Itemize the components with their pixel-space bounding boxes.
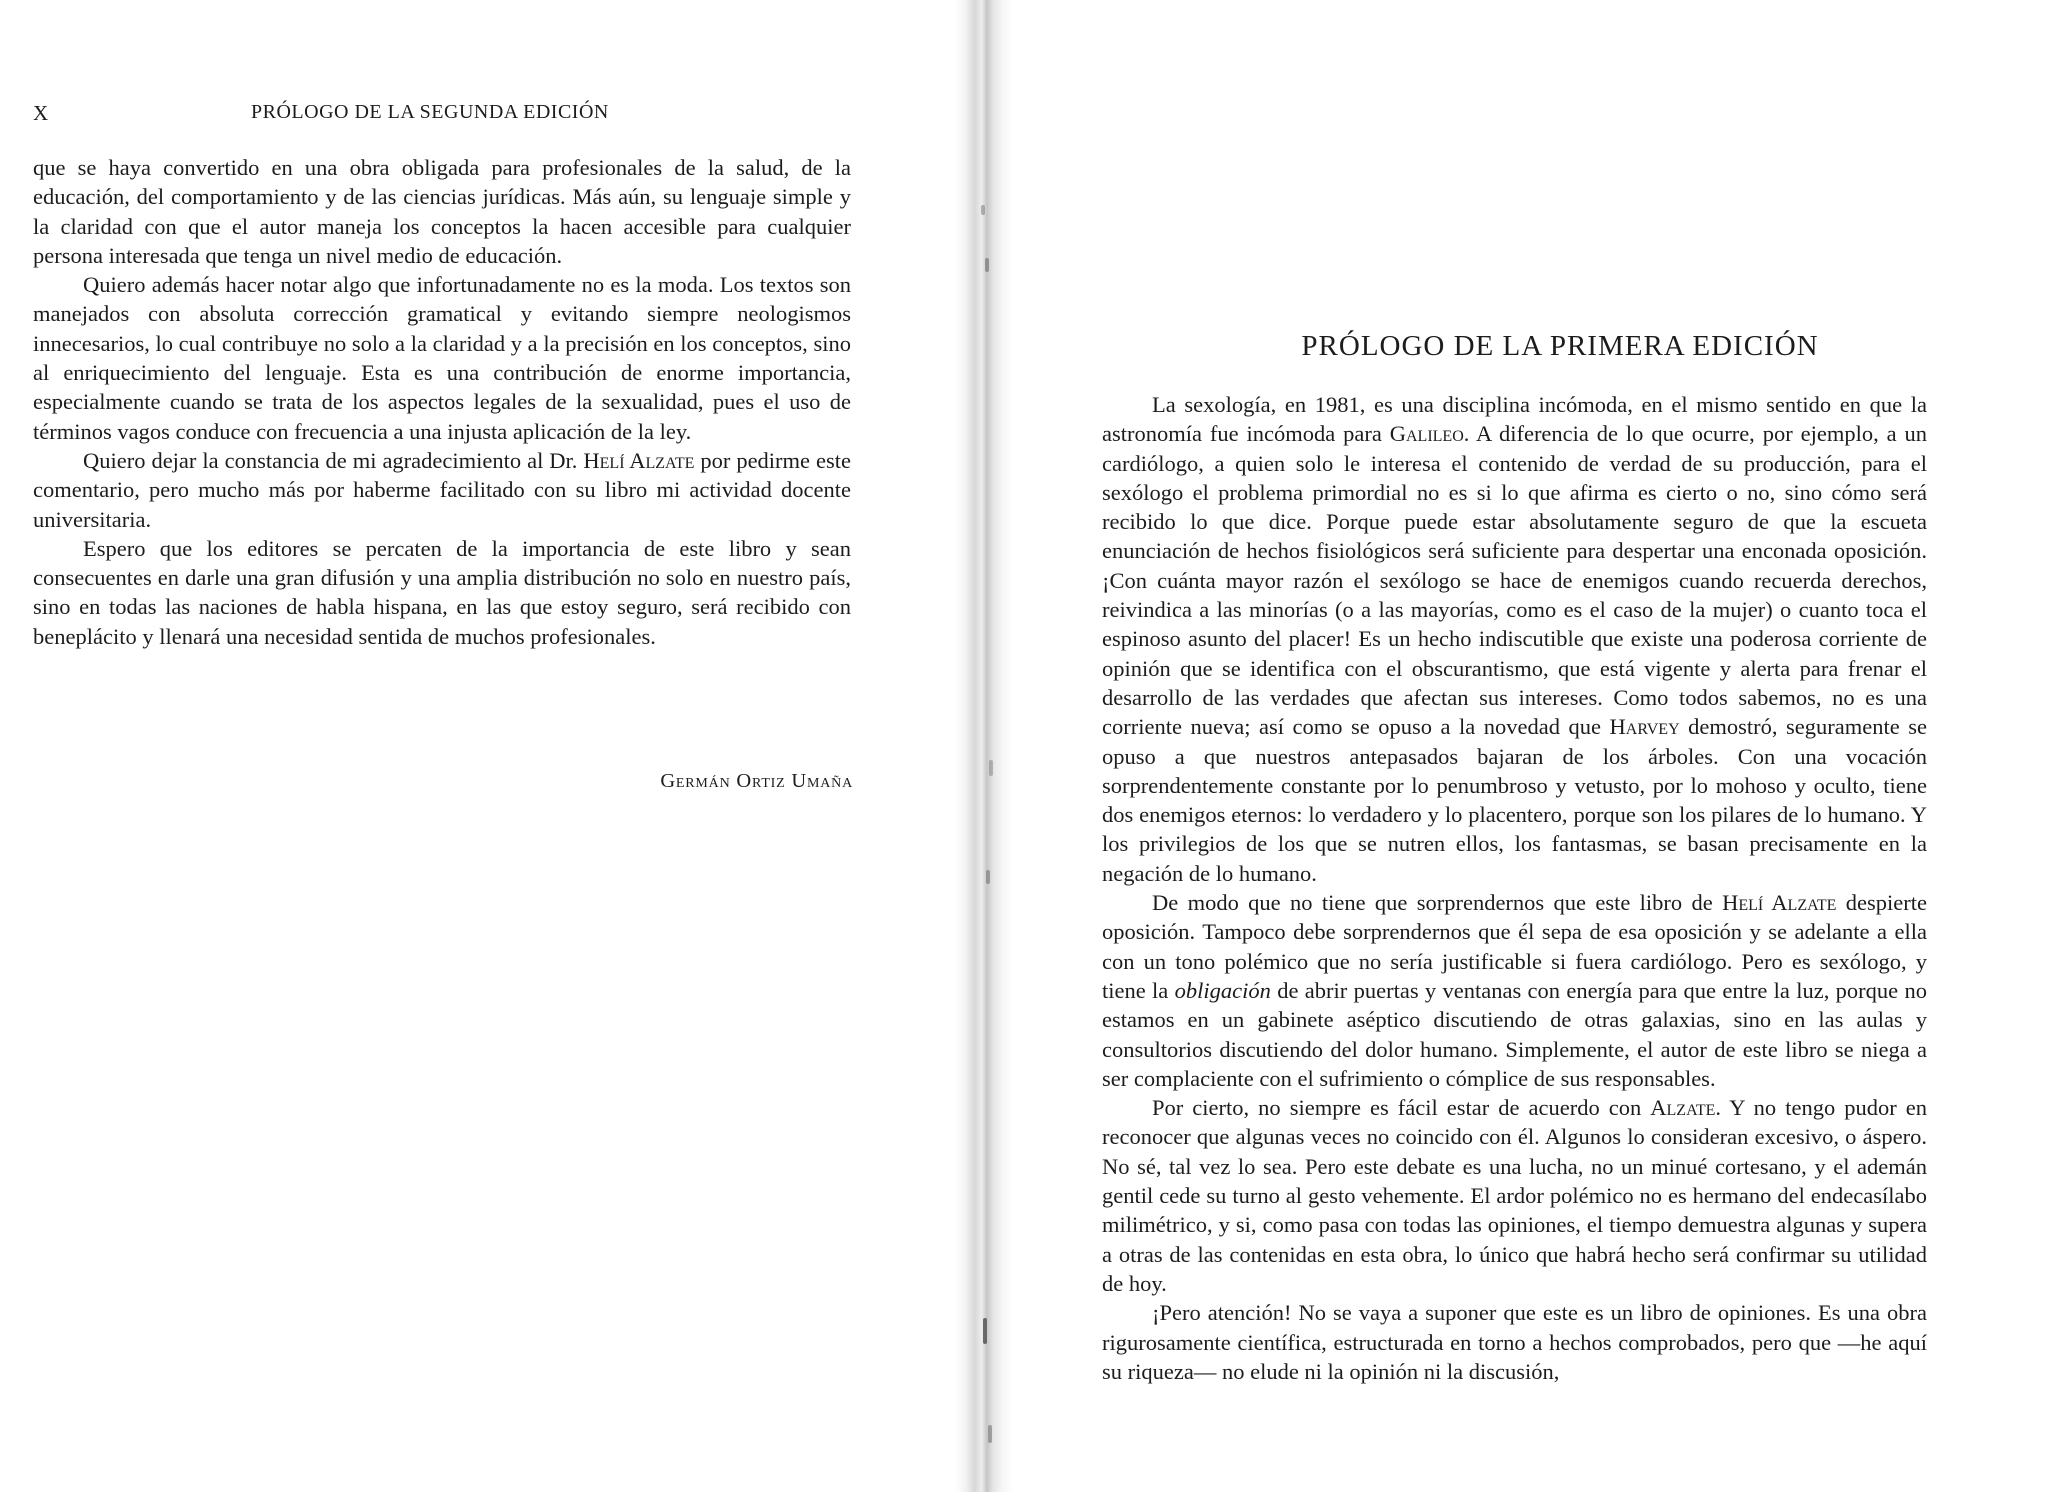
gutter-smudge bbox=[983, 1318, 987, 1344]
gutter-smudge bbox=[989, 760, 993, 776]
gutter-smudge bbox=[981, 205, 985, 215]
text-run: . Y no tengo pudor en reconocer que algunas veces no coincido con él. Algunos lo consideran excesivo, o áspero. No sé, tal vez lo sea. Pero este debate es una lucha, no un minué cortesano, y el ademán gentil cede su turno al gesto vehemente. El ardor polémico no es hermano del endecasílabo milimétrico, y si, como pasa con todas las opiniones, el tiempo demuestra algunas y supera a otras de las contenidas en esta obra, lo único que habrá hecho será confirmar su utilidad de hoy. bbox=[1102, 1095, 1927, 1296]
paragraph bbox=[1102, 390, 1927, 888]
text-run: . A diferencia de lo que ocurre, por ejemplo, a un cardiólogo, a quien solo le interesa el contenido de verdad de su producción, para el sexólogo el problema primordial no es si lo que afirma es cierto o no, sino cómo será recibido lo que dice. Porque puede estar absolutamente seguro de que la escueta enunciación de hechos fisiológicos será suficiente para despertar una enconada oposición. ¡Con cuánta mayor razón el sexólogo se hace de enemigos cuando recuerda derechos, reivindica a las minorías (o a las mayorías, como es el caso de la mujer) o cuanto toca el espinoso asunto del placer! Es un hecho indiscutible que existe una poderosa corriente de opinión que se identifica con el obscurantismo, que está vigente y alerta para frenar el desarrollo de las verdades que afectan sus intereses. Como todos sabemos, no es una corriente nueva; así como se opuso a la novedad que bbox=[1102, 421, 1927, 740]
text-run: La sexología, en 1981, es una disciplina incómoda, en el mismo sentido en que la astronomía fue incómoda para bbox=[1102, 392, 1927, 447]
text-run: Quiero dejar la constancia de mi agradecimiento al Dr. bbox=[83, 447, 584, 473]
paragraph bbox=[33, 446, 851, 534]
author-name: Helí Alzate bbox=[1722, 890, 1837, 916]
author-name: Alzate bbox=[1650, 1095, 1716, 1121]
left-page bbox=[0, 0, 955, 1492]
paragraph: Espero que los editores se percaten de la importancia de este libro y sean consecuentes en darle una gran difusión y una amplia distribución no solo en nuestro país, sino en todas las naciones de habla hispana, en las que estoy seguro, será recibido con beneplácito y llenará una necesidad sentida de muchos profesionales. bbox=[33, 535, 851, 649]
signature: Germán Ortiz Umaña bbox=[660, 770, 853, 792]
paragraph: ¡Pero atención! No se vaya a suponer que este es un libro de opiniones. Es una obra rigurosamente científica, estructurada en torno a hechos comprobados, pero que —he aquí su riqueza— no elude ni la opinión ni la discusión, bbox=[1102, 1300, 1927, 1384]
gutter-smudge bbox=[985, 258, 989, 272]
paragraph bbox=[1102, 1093, 1927, 1298]
text-run: por pedirme este comentario, pero mucho más por haberme facilitado con su libro mi actividad docente universitaria. bbox=[33, 447, 851, 532]
text-run: de abrir puertas y ventanas con energía para que entre la luz, porque no estamos en un gabinete aséptico discutiendo de otras galaxias, sino en las aulas y consultorios discutiendo del dolor humano. Simplemente, el autor de este libro se niega a ser complaciente con el sufrimiento o cómplice de sus responsables. bbox=[1102, 977, 1927, 1091]
text-run: De modo que no tiene que sorprendernos que este libro de bbox=[1152, 890, 1723, 916]
right-body-text bbox=[1102, 390, 1927, 1386]
right-page bbox=[1010, 0, 2048, 1492]
text-run: despierte oposición. Tampoco debe sorprendernos que él sepa de esa oposición y se adelante a ella con un tono polémico que no sería justificable si fuera cardiólogo. Pero es sexólogo, y tiene la bbox=[1102, 890, 1927, 1003]
page-number: X bbox=[33, 101, 49, 125]
gutter-smudge bbox=[986, 870, 990, 884]
text-run: demostró, seguramente se opuso a que nuestros antepasados bajaran de los árboles. Con una vocación sorprendentemente constante por lo penumbroso y vetusto, por lo mohoso y oculto, tiene dos enemigos eternos: lo verdadero y lo placentero, porque son los pilares de lo humano. Y los privilegios de los que se nutren ellos, los fantasmas, se basan precisamente en la negación de lo humano. bbox=[1102, 714, 1927, 886]
chapter-title: PRÓLOGO DE LA PRIMERA EDICIÓN bbox=[1301, 330, 1819, 362]
running-head-title: PRÓLOGO DE LA SEGUNDA EDICIÓN bbox=[251, 101, 609, 123]
paragraph: que se haya convertido en una obra obligada para profesionales de la salud, de la educación, del comportamiento y de las ciencias jurídicas. Más aún, su lenguaje simple y la claridad con que el autor maneja los conceptos la hacen accesible para cualquier persona interesada que tenga un nivel medio de educación. bbox=[33, 155, 851, 268]
gutter-smudge bbox=[988, 1425, 992, 1443]
binding-gutter bbox=[955, 0, 1013, 1492]
paragraph bbox=[1102, 888, 1927, 1093]
paragraph: Quiero además hacer notar algo que infortunadamente no es la moda. Los textos son manejados con absoluta corrección gramatical y evitando siempre neologismos innecesarios, lo cual contribuye no solo a la claridad y a la precisión en los conceptos, sino al enriquecimiento del lenguaje. Esta es una contribución de enorme importancia, especialmente cuando se trata de los aspectos legales de la sexualidad, pues el uso de términos vagos conduce con frecuencia a una injusta aplicación de la ley. bbox=[33, 272, 851, 444]
person-name: Harvey bbox=[1609, 714, 1680, 740]
text-run: Por cierto, no siempre es fácil estar de acuerdo con bbox=[1152, 1095, 1651, 1121]
person-name: Galileo bbox=[1389, 421, 1464, 447]
emphasized-word: obligación bbox=[1174, 977, 1271, 1003]
author-name: Helí Alzate bbox=[583, 447, 695, 473]
left-body-text bbox=[33, 153, 851, 651]
